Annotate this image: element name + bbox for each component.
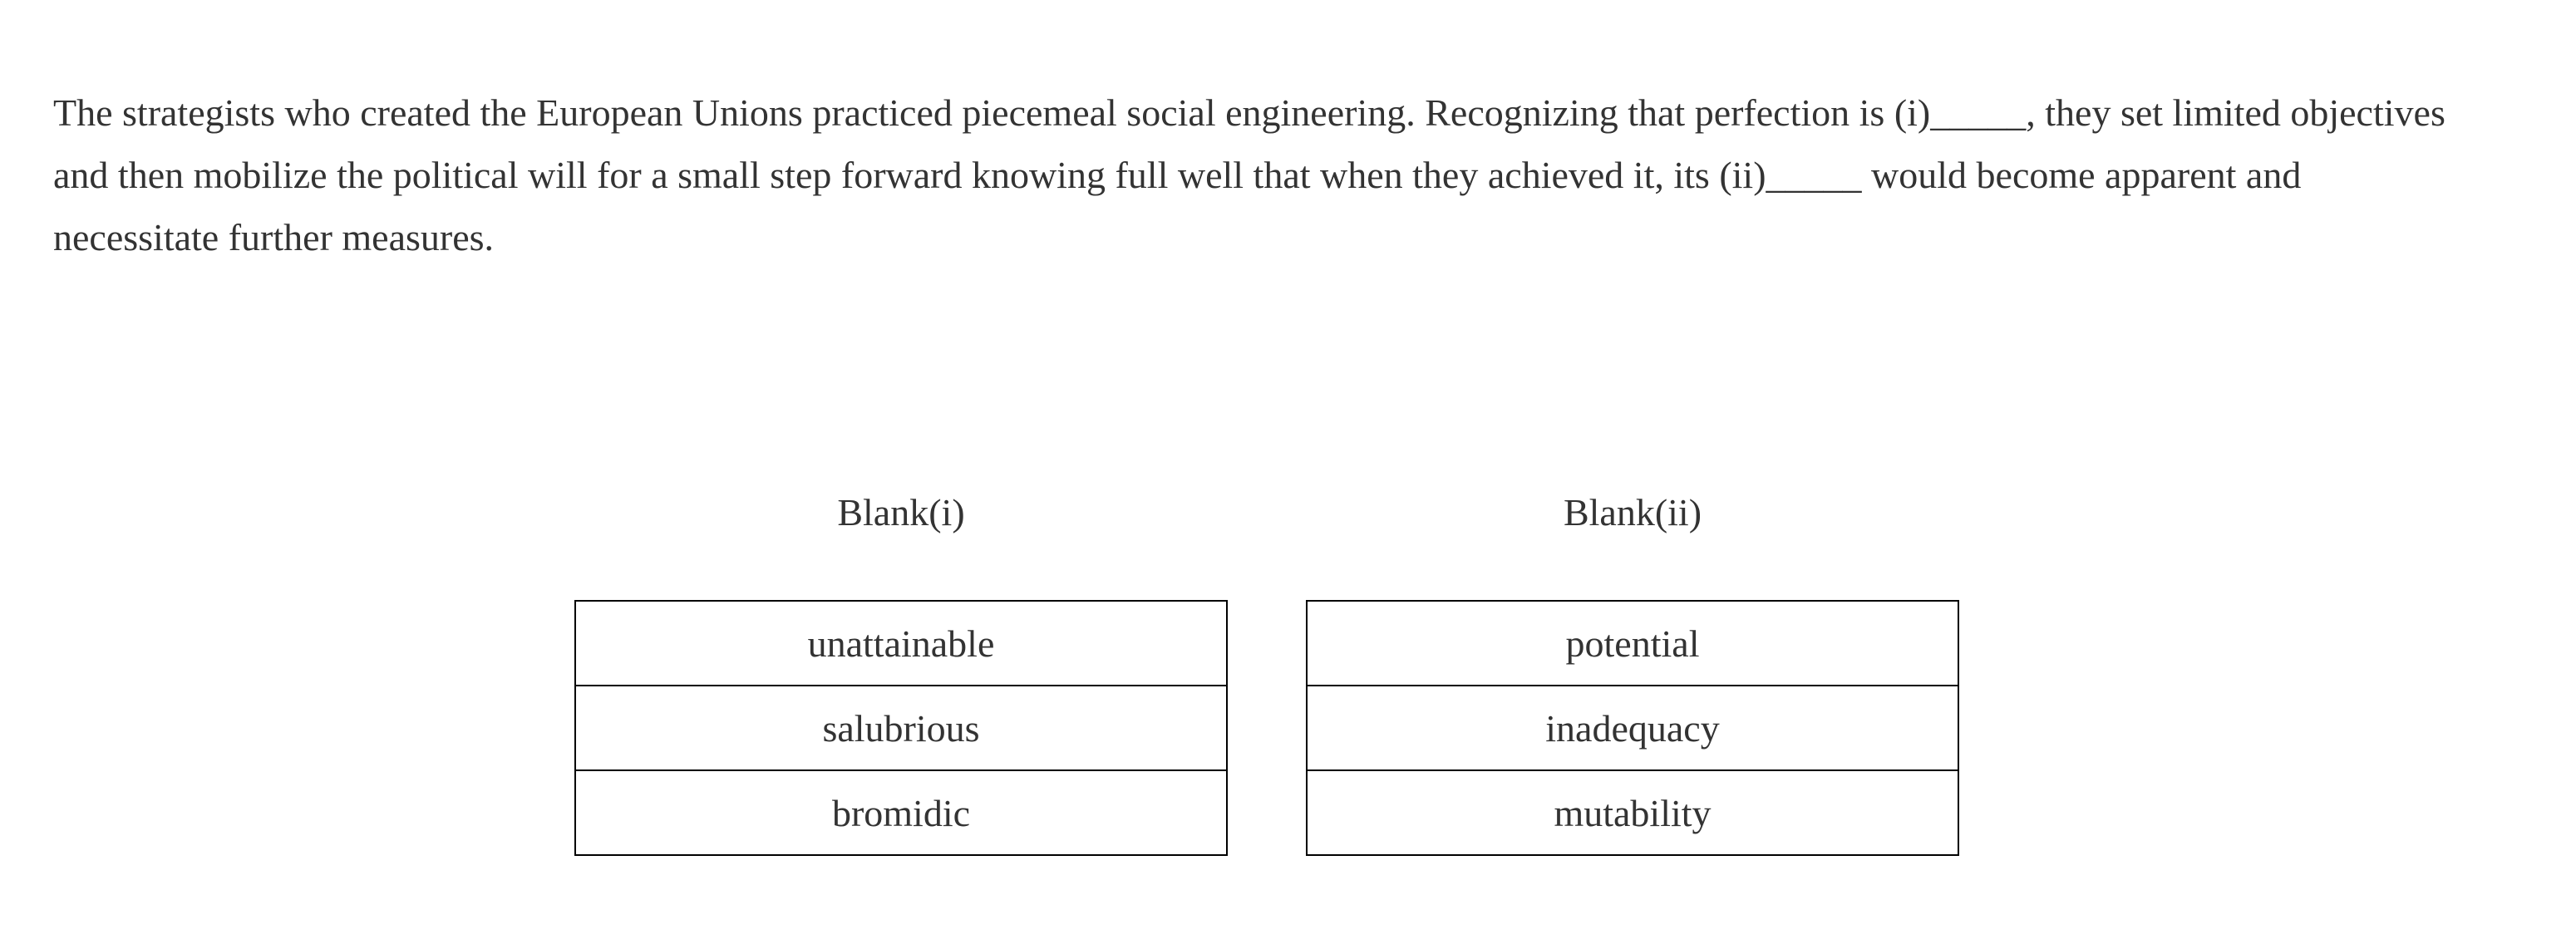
blank-ii-options: [1306, 600, 1959, 856]
blank-ii-option[interactable]: mutability: [1307, 770, 1958, 855]
blank-ii-label: Blank(ii): [1563, 491, 1702, 533]
blank-ii-option[interactable]: inadequacy: [1307, 686, 1958, 770]
blank-i-label: Blank(i): [837, 491, 965, 533]
blank-i-option[interactable]: unattainable: [575, 601, 1227, 686]
blank-i-options: [574, 600, 1228, 856]
question-text: The strategists who created the European Unions practiced piecemeal social engineering. Recognizing that perfection is (i)_____, they set limited objectives and then mobilize the political will for a small step forward knowing full well that when they achieved it, its (ii)_____ would become apparent and necessitate further measures.: [53, 91, 2445, 258]
blank-i-option[interactable]: salubrious: [575, 686, 1227, 770]
blank-i-option[interactable]: bromidic: [575, 770, 1227, 855]
blank-i-group: [574, 478, 1228, 856]
blank-ii-option[interactable]: potential: [1307, 601, 1958, 686]
blank-ii-group: [1306, 478, 1959, 856]
